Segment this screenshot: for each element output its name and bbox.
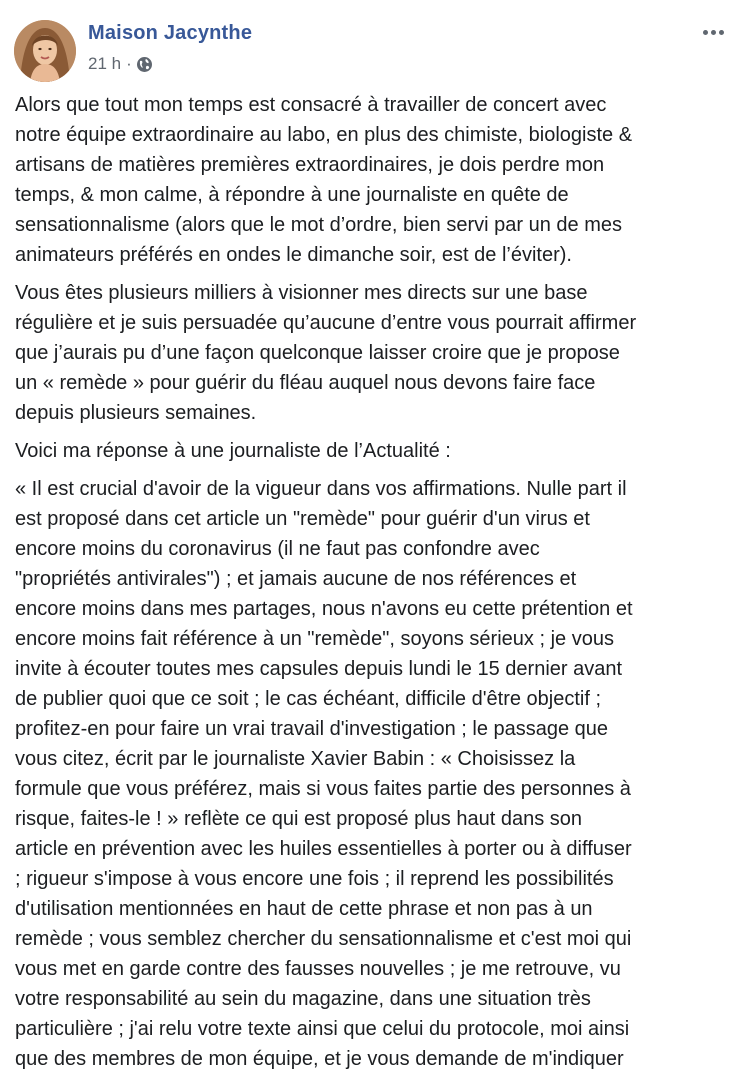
text-line: Alors que tout mon temps est consacré à travailler de concert avec [15,94,607,116]
meta-separator: · [126,54,132,73]
post-text [15,90,731,1082]
text-line: particulière ; j'ai relu votre texte ainsi que celui du protocole, moi ainsi [15,1018,630,1040]
text-line: animateurs préférés en ondes le dimanche soir, est de l’éviter). [15,244,572,266]
text-line: remède ; vous semblez chercher du sensationnalisme et c'est moi qui [15,928,632,950]
text-line: article en prévention avec les huiles essentielles à porter ou à diffuser [15,838,632,860]
text-line: encore moins dans mes partages, nous n'avons eu cette prétention et [15,598,633,620]
text-line: votre responsabilité au sein du magazine, dans une situation très [15,988,591,1010]
avatar[interactable] [14,20,76,82]
author-name[interactable]: Maison Jacynthe [88,22,253,44]
text-line: profitez-en pour faire un vrai travail d'investigation ; le passage que [15,718,609,740]
text-line: un « remède » pour guérir du fléau auquel nous devons faire face [15,372,596,394]
text-line: vous citez, écrit par le journaliste Xavier Babin : « Choisissez la [15,748,576,770]
avatar-photo-icon [14,20,76,82]
text-line: depuis plusieurs semaines. [15,402,257,424]
paragraph-3 [15,436,731,466]
paragraph-4 [15,474,731,1074]
text-line: ; rigueur s'impose à vous encore une fois ; il reprend les possibilités [15,868,614,890]
more-options-icon[interactable] [696,18,730,46]
text-line: artisans de matières premières extraordinaires, je dois perdre mon [15,154,605,176]
text-line: risque, faites-le ! » reflète ce qui est proposé plus haut dans son [15,808,583,830]
text-line: sensationnalisme (alors que le mot d’ordre, bien servi par un de mes [15,214,622,236]
text-line: invite à écouter toutes mes capsules depuis lundi le 15 dernier avant [15,658,623,680]
text-line: d'utilisation mentionnées en haut de cette phrase et non pas à un [15,898,593,920]
text-line: est proposé dans cet article un "remède" pour guérir d'un virus et [15,508,590,530]
paragraph-1 [15,90,731,270]
post-header [14,18,730,82]
post-meta [88,54,153,74]
text-line: notre équipe extraordinaire au labo, en plus des chimiste, biologiste & [15,124,633,146]
text-line: encore moins du coronavirus (il ne faut pas confondre avec [15,538,540,560]
text-line: temps, & mon calme, à répondre à une journaliste en quête de [15,184,569,206]
text-line: encore moins fait référence à un "remède", soyons sérieux ; je vous [15,628,614,650]
paragraph-2 [15,278,731,428]
text-line: que j’aurais pu d’une façon quelconque laisser croire que je propose [15,342,620,364]
post-timestamp[interactable]: 21 h [88,54,122,73]
text-line: Vous êtes plusieurs milliers à visionner mes directs sur une base [15,282,588,304]
text-line: "propriétés antivirales") ; et jamais aucune de nos références et [15,568,577,590]
text-line: régulière et je suis persuadée qu’aucune d’entre vous pourrait affirmer [15,312,637,334]
text-line: de publier quoi que ce soit ; le cas échéant, difficile d'être objectif ; [15,688,602,710]
globe-icon[interactable] [136,56,153,73]
text-line: Voici ma réponse à une journaliste de l’Actualité : [15,440,451,462]
text-line: vous met en garde contre des fausses nouvelles ; je me retrouve, vu [15,958,621,980]
text-line: formule que vous préférez, mais si vous faites partie des personnes à [15,778,631,800]
text-line: « Il est crucial d'avoir de la vigueur dans vos affirmations. Nulle part il [15,478,627,500]
text-line: que des membres de mon équipe, et je vous demande de m'indiquer [15,1048,624,1070]
